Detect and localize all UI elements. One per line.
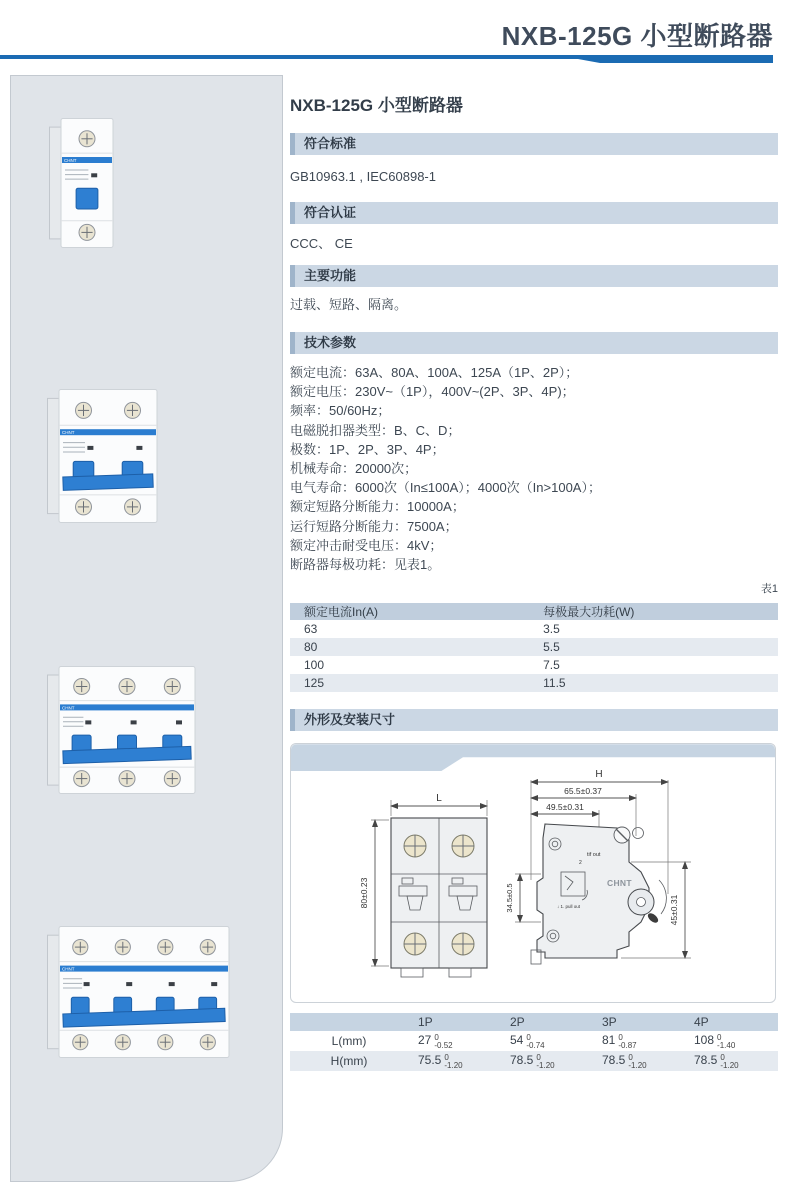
cell: 7.5 xyxy=(543,658,560,673)
section-heading-dimensions xyxy=(290,709,778,731)
tech-line: 额定电压：230V~（1P），400V~(2P、3P、4P)； xyxy=(290,384,575,400)
dim-value: 108 0 -1.40 xyxy=(694,1032,736,1050)
tech-parameters-list xyxy=(290,363,778,574)
section-heading-certification xyxy=(290,202,778,224)
product-photo-1p xyxy=(49,118,115,253)
product-photo-3p xyxy=(47,666,197,799)
functions-text: 过载、短路、隔离。 xyxy=(290,297,408,312)
tech-line: 频率：50/60Hz； xyxy=(290,403,391,419)
section-heading-label: 符合标准 xyxy=(304,136,357,151)
dim-label-H: H xyxy=(595,769,603,781)
dimension-drawing-panel xyxy=(290,743,776,1003)
column-header: 3P xyxy=(602,1015,617,1030)
product-title: NXB-125G 小型断路器 xyxy=(290,96,463,115)
section-heading-functions xyxy=(290,265,778,287)
dim-value: 27 0 -0.52 xyxy=(418,1032,453,1050)
table-row xyxy=(290,1031,778,1051)
table-row xyxy=(290,656,778,674)
dim-value: 78.5 0 -1.20 xyxy=(694,1052,739,1070)
note-step-2: 2 xyxy=(579,860,582,867)
tech-line: 电气寿命：6000次（In≤100A）；4000次（In>100A）； xyxy=(290,480,601,496)
column-header: 1P xyxy=(418,1015,433,1030)
tech-line: 电磁脱扣器类型：B、C、D； xyxy=(290,422,461,438)
product-panel xyxy=(10,75,283,1182)
product-photo-2p xyxy=(47,389,159,528)
dim-label-65-5: 65.5±0.37 xyxy=(564,786,602,797)
svg-text:CHNT: CHNT xyxy=(62,705,75,711)
section-heading-label: 符合认证 xyxy=(304,205,357,220)
tech-line: 机械寿命：20000次； xyxy=(290,461,418,477)
note-pull-out: ↓ 1. pull out xyxy=(557,904,581,910)
section-heading-tech-params xyxy=(290,332,778,354)
note-tilt-out: tif out xyxy=(587,852,601,859)
table-row xyxy=(290,620,778,638)
section-heading-label: 主要功能 xyxy=(304,268,357,283)
cell: 11.5 xyxy=(543,676,566,691)
column-header: 额定电流In(A) xyxy=(304,605,379,620)
section-heading-label: 外形及安装尺寸 xyxy=(304,712,396,728)
side-view-drawing xyxy=(505,769,691,964)
tech-line: 断路器每极功耗：见表1。 xyxy=(290,557,441,573)
cell: 125 xyxy=(304,676,325,691)
dimensions-table xyxy=(290,1013,778,1071)
dim-value: 75.5 0 -1.20 xyxy=(418,1052,463,1070)
dim-label-L: L xyxy=(436,793,442,805)
table-row xyxy=(290,674,778,692)
tech-line: 额定电流：63A、80A、100A、125A（1P、2P）； xyxy=(290,365,579,380)
section-heading-label: 技术参数 xyxy=(304,335,357,350)
cell: 5.5 xyxy=(543,640,560,655)
dim-value: 54 0 -0.74 xyxy=(510,1032,545,1050)
svg-text:CHNT: CHNT xyxy=(62,966,75,972)
table-header-row xyxy=(290,1013,778,1031)
column-header: 每极最大功耗(W) xyxy=(543,605,635,620)
front-view-drawing xyxy=(359,793,487,977)
brand-mark-chnt: CHNT xyxy=(607,878,632,889)
dim-label-45: 45±0.31 xyxy=(669,894,679,926)
dim-label-34-5: 34.5±0.5 xyxy=(505,883,514,913)
table-row xyxy=(290,1051,778,1071)
row-label: L(mm) xyxy=(331,1034,367,1049)
column-header: 4P xyxy=(694,1015,709,1030)
tech-line: 额定短路分断能力：10000A； xyxy=(290,499,465,515)
section-heading-standards xyxy=(290,133,778,155)
dim-label-49-5: 49.5±0.31 xyxy=(546,802,584,813)
content-column xyxy=(290,0,778,1071)
tech-line: 运行短路分断能力：7500A； xyxy=(290,518,458,534)
svg-text:CHNT: CHNT xyxy=(62,430,75,436)
power-loss-table xyxy=(290,603,778,692)
dimension-drawing xyxy=(291,744,777,1004)
table-row xyxy=(290,638,778,656)
standards-text: GB10963.1 , IEC60898-1 xyxy=(290,169,436,184)
cell: 80 xyxy=(304,640,318,655)
product-photo-4p xyxy=(47,926,231,1063)
dim-value: 78.5 0 -1.20 xyxy=(602,1052,647,1070)
dim-value: 81 0 -0.87 xyxy=(602,1032,637,1050)
page-title: NXB-125G 小型断路器 xyxy=(501,21,773,51)
table-header-row xyxy=(290,603,778,620)
dim-label-80: 80±0.23 xyxy=(359,877,369,909)
table1-caption: 表1 xyxy=(760,583,778,596)
svg-text:CHNT: CHNT xyxy=(64,158,77,163)
tech-line: 极数：1P、2P、3P、4P； xyxy=(290,441,445,457)
tech-line: 额定冲击耐受电压：4kV； xyxy=(290,537,443,553)
cell: 3.5 xyxy=(543,622,560,637)
dim-value: 78.5 0 -1.20 xyxy=(510,1052,555,1070)
row-label: H(mm) xyxy=(330,1054,368,1069)
cell: 100 xyxy=(304,658,325,673)
cell: 63 xyxy=(304,622,318,637)
column-header: 2P xyxy=(510,1015,525,1030)
certification-text: CCC、 CE xyxy=(290,236,353,251)
